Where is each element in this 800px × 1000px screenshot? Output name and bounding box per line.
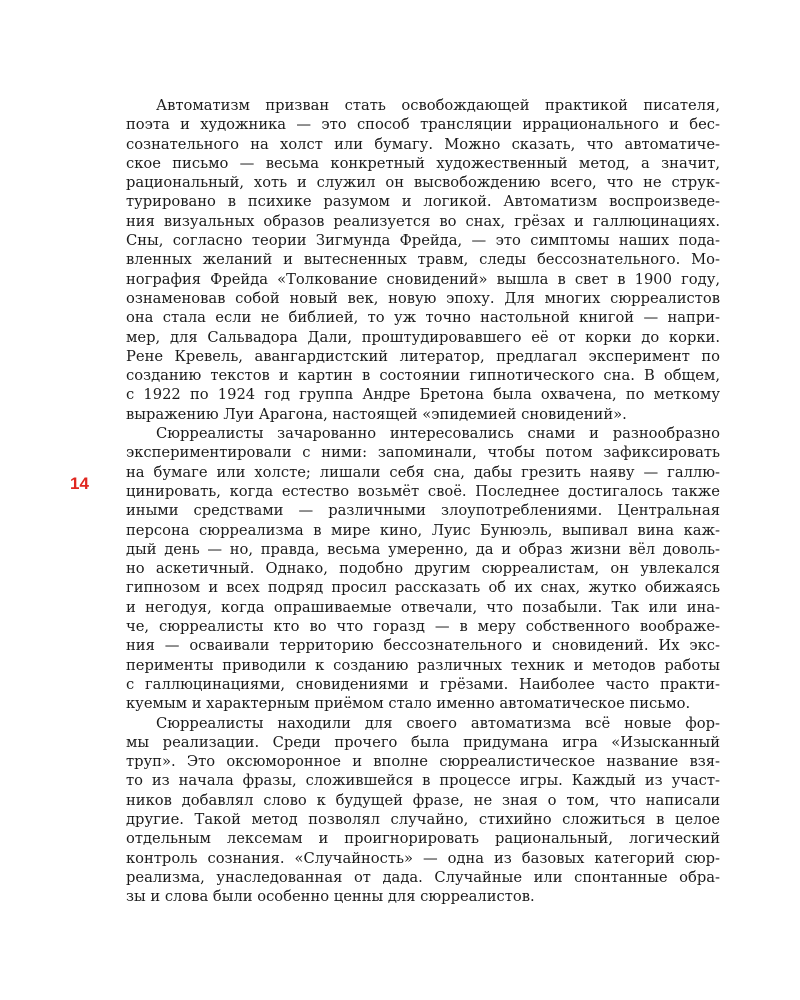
text-line: вленных желаний и вытесненных травм, следы бессознательного. Мо- <box>126 251 720 269</box>
text-line: зы и слова были особенно ценны для сюрреалистов. <box>126 888 535 906</box>
text-line: и негодуя, когда опрашиваемые отвечали, что позабыли. Так или ина- <box>126 598 720 616</box>
text-line: ознаменовав собой новый век, новую эпоху. Для многих сюрреалистов <box>126 289 720 307</box>
text-line: дый день — но, правда, весьма умеренно, да и образ жизни вёл доволь- <box>126 540 720 558</box>
text-line: рациональный, хоть и служил он высвобождению всего, что не струк- <box>126 174 720 192</box>
text-line: выражению Луи Арагона, настоящей «эпидемией сновидений». <box>126 405 627 423</box>
text-line: реализма, унаследованная от дада. Случайные или спонтанные обра- <box>126 868 720 886</box>
paragraph <box>126 424 720 713</box>
text-line: нография Фрейда «Толкование сновидений» вышла в свет в 1900 году, <box>126 270 720 288</box>
text-line: с 1922 по 1924 год группа Андре Бретона была охвачена, по меткому <box>126 386 720 404</box>
text-line: иными средствами — различными злоупотреблениями. Центральная <box>126 502 720 520</box>
body-text <box>126 96 720 906</box>
text-line: мер, для Сальвадора Дали, проштудировавшего её от корки до корки. <box>126 328 720 346</box>
text-line: контроль сознания. «Случайность» — одна из базовых категорий сюр- <box>126 849 720 867</box>
text-line: куемым и характерным приёмом стало именно автоматическое письмо. <box>126 695 691 713</box>
text-line: ское письмо — весьма конкретный художественный метод, а значит, <box>126 154 720 172</box>
text-line: сознательного на холст или бумагу. Можно сказать, что автоматиче- <box>126 135 720 153</box>
text-line: она стала если не библией, то уж точно настольной книгой — напри- <box>126 309 720 327</box>
paragraph <box>126 96 720 424</box>
text-line: труп». Это оксюморонное и вполне сюрреалистическое название взя- <box>126 753 720 771</box>
text-line: цинировать, когда естество возьмёт своё. Последнее достигалось также <box>126 482 720 500</box>
text-line: перименты приводили к созданию различных техник и методов работы <box>126 656 720 674</box>
text-line: созданию текстов и картин в состоянии гипнотического сна. В общем, <box>126 367 720 385</box>
text-line: мы реализации. Среди прочего была придумана игра «Изысканный <box>126 733 720 751</box>
text-line: другие. Такой метод позволял случайно, стихийно сложиться в целое <box>126 810 720 828</box>
text-line: че, сюрреалисты кто во что горазд — в меру собственного воображе- <box>126 618 720 636</box>
text-line: экспериментировали с ними: запоминали, чтобы потом зафиксировать <box>126 444 720 462</box>
text-line: турировано в психике разумом и логикой. Автоматизм воспроизведе- <box>126 193 720 211</box>
text-line: но аскетичный. Однако, подобно другим сюрреалистам, он увлекался <box>126 560 720 578</box>
text-line: Сюрреалисты находили для своего автоматизма всё новые фор- <box>156 714 720 732</box>
text-line: поэта и художника — это способ трансляции иррационального и бес- <box>126 116 720 134</box>
text-line: персона сюрреализма в мире кино, Луис Бунюэль, выпивал вина каж- <box>126 521 720 539</box>
text-line: с галлюцинациями, сновидениями и грёзами. Наиболее часто практи- <box>126 675 720 693</box>
text-line: то из начала фразы, сложившейся в процессе игры. Каждый из участ- <box>126 772 720 790</box>
text-line: на бумаге или холсте; лишали себя сна, дабы грезить наяву — галлю- <box>126 463 720 481</box>
text-line: ников добавлял слово к будущей фразе, не зная о том, что написали <box>126 791 720 809</box>
text-line: Сны, согласно теории Зигмунда Фрейда, — это симптомы наших пода- <box>126 232 720 250</box>
text-line: ния визуальных образов реализуется во снах, грёзах и галлюцинациях. <box>126 212 720 230</box>
text-line: Автоматизм призван стать освобождающей практикой писателя, <box>156 97 720 114</box>
text-line: отдельным лексемам и проигнорировать рациональный, логический <box>126 830 720 848</box>
text-line: Сюрреалисты зачарованно интересовались снами и разнообразно <box>156 425 720 443</box>
text-line: гипнозом и всех подряд просил рассказать об их снах, жутко обижаясь <box>126 579 720 597</box>
text-line: ния — осваивали территорию бессознательного и сновидений. Их экс- <box>126 637 720 655</box>
text-line: Рене Кревель, авангардистский литератор, предлагал эксперимент по <box>126 347 720 365</box>
page-number: 14 <box>70 474 89 493</box>
paragraph <box>126 714 720 907</box>
